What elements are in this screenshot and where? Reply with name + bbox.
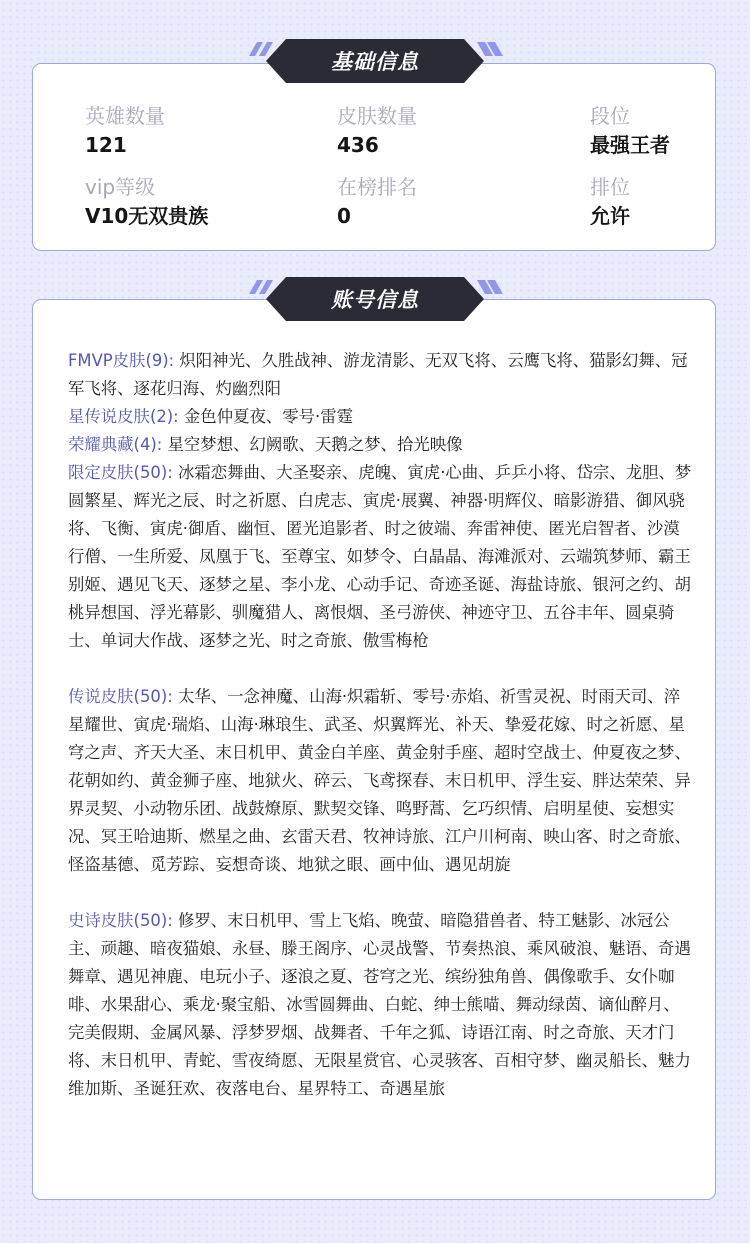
- skin-group-items: 星空梦想、幻阙歌、天鹅之梦、拾光映像: [167, 435, 463, 454]
- skin-group-items: 修罗、末日机甲、雪上飞焰、晚萤、暗隐猎兽者、特工魅影、冰冠公主、顽趣、暗夜猫娘、永昼、滕王阁序、心灵战警、节奏热浪、乘风破浪、魅语、奇遇舞章、遇见神鹿、电玩小子、逐浪之夏、苍穹之光、缤纷独角兽、偶像歌手、女仆咖啡、水果甜心、乘龙·聚宝船、冰雪圆舞曲、白蛇、绅士熊喵、舞动绿茵、谪仙醉月、完美假期、金属风暴、浮梦罗烟、战舞者、千年之狐、诗语江南、时之奇旅、天才门将、末日机甲、青蛇、雪夜绮愿、无限星赏官、心灵骇客、百相守梦、幽灵船长、魅力维加斯、圣诞狂欢、夜落电台、星界特工、奇遇星旅: [68, 911, 691, 1098]
- hero-count-value: 121: [85, 133, 127, 157]
- skin-group-glory-collection: [68, 431, 696, 459]
- skin-group-name: FMVP皮肤(9):: [68, 351, 175, 370]
- skin-list: [68, 347, 696, 1103]
- vip-level-label: vip等级: [85, 175, 156, 199]
- group-spacer: [68, 879, 696, 907]
- ranked-allowed-value: 允许: [590, 204, 630, 228]
- skin-count-value: 436: [337, 133, 379, 157]
- rank-tier-field: [590, 102, 750, 160]
- ranked-allowed-field: [590, 173, 750, 231]
- leaderboard-rank-label: 在榜排名: [337, 175, 417, 199]
- skin-group-name: 史诗皮肤(50):: [68, 911, 173, 930]
- section-title: 账号信息: [331, 288, 419, 312]
- rank-tier-value: 最强王者: [590, 133, 670, 157]
- hero-count-label: 英雄数量: [85, 104, 165, 128]
- skin-group-items: 炽阳神光、久胜战神、游龙清影、无双飞将、云鹰飞将、猫影幻舞、冠军飞将、逐花归海、灼幽烈阳: [68, 351, 688, 398]
- vip-level-field: [85, 173, 285, 231]
- vip-level-value: V10无双贵族: [85, 204, 209, 228]
- leaderboard-rank-field: [337, 173, 537, 231]
- section-title: 基础信息: [331, 50, 419, 74]
- skin-count-label: 皮肤数量: [337, 104, 417, 128]
- section-banner-basic-info: [0, 37, 750, 87]
- skin-group-limited: [68, 459, 696, 655]
- rank-tier-label: 段位: [590, 104, 630, 128]
- account-info-card: [32, 299, 716, 1200]
- hero-count-field: [85, 102, 285, 160]
- skin-group-name: 星传说皮肤(2):: [68, 407, 179, 426]
- skin-group-legend: [68, 683, 696, 879]
- skin-group-items: 冰霜恋舞曲、大圣娶亲、虎魄、寅虎·心曲、乒乒小将、岱宗、龙胆、梦圆繁星、辉光之辰、时之祈愿、白虎志、寅虎·展翼、神器·明辉仪、暗影游猎、御风骁将、飞衡、寅虎·御盾、幽恒、匿光追影者、时之彼端、奔雷神使、匿光启智者、沙漠行僧、一生所爱、凤凰于飞、至尊宝、如梦令、白晶晶、海滩派对、云端筑梦师、霸王别姬、遇见飞天、逐梦之星、李小龙、心动手记、奇迹圣诞、海盐诗旅、银河之约、胡桃异想国、浮光幕影、驯魔猎人、离恨烟、圣弓游侠、神迹守卫、五谷丰年、圆桌骑士、单词大作战、逐梦之光、时之奇旅、傲雪梅枪: [68, 463, 692, 650]
- skin-group-fmvp: [68, 347, 696, 403]
- skin-group-star-legend: [68, 403, 696, 431]
- skin-group-items: 太华、一念神魔、山海·炽霜斩、零号·赤焰、祈雪灵祝、时雨天司、淬星耀世、寅虎·瑞焰、山海·琳琅生、武圣、炽翼辉光、补天、挚爱花嫁、时之祈愿、星穹之声、齐天大圣、末日机甲、黄金白羊座、黄金射手座、超时空战士、仲夏夜之梦、花朝如约、黄金狮子座、地狱火、碎云、飞鸢探春、末日机甲、浮生妄、胖达荣荣、异界灵契、小动物乐团、战鼓燎原、默契交锋、鸣野蒿、乞巧织情、启明星使、妄想实况、冥王哈迪斯、燃星之曲、玄雷天君、牧神诗旅、江户川柯南、映山客、时之奇旅、怪盗基德、觅芳踪、妄想奇谈、地狱之眼、画中仙、遇见胡旋: [68, 687, 691, 874]
- skin-group-name: 传说皮肤(50):: [68, 687, 173, 706]
- skin-group-epic: [68, 907, 696, 1103]
- skin-group-name: 荣耀典藏(4):: [68, 435, 163, 454]
- skin-group-items: 金色仲夏夜、零号·雷霆: [183, 407, 354, 426]
- skin-count-field: [337, 102, 537, 160]
- section-banner-account-info: [0, 275, 750, 325]
- ranked-allowed-label: 排位: [590, 175, 630, 199]
- skin-group-name: 限定皮肤(50):: [68, 463, 173, 482]
- group-spacer: [68, 655, 696, 683]
- leaderboard-rank-value: 0: [337, 204, 351, 228]
- basic-info-card: [32, 63, 716, 251]
